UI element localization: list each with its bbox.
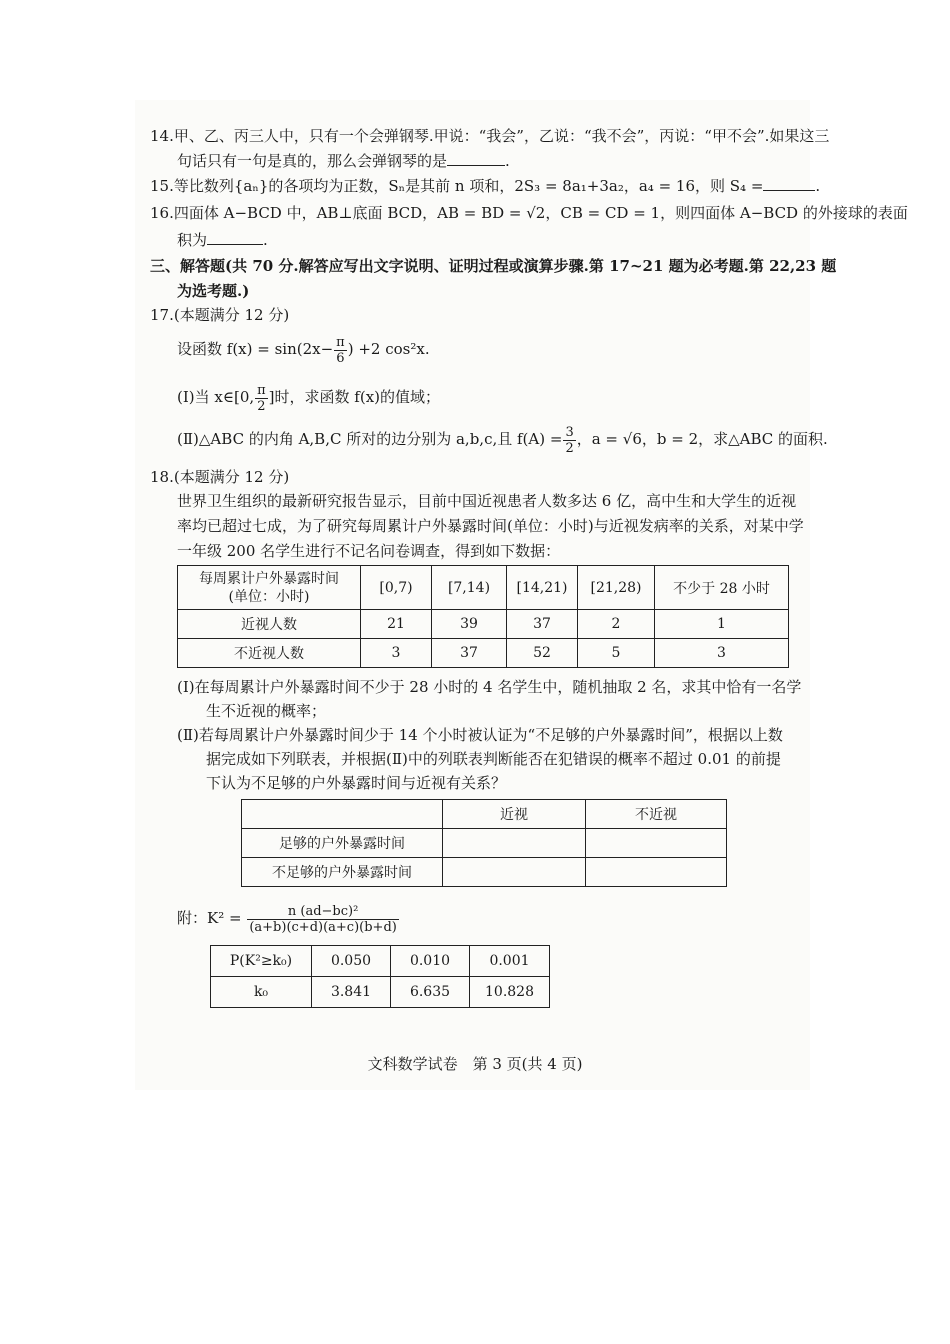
table-row xyxy=(242,829,727,858)
section3-heading-line2: 为选考题.) xyxy=(177,282,250,300)
answer-blank xyxy=(447,151,505,166)
q15-line: 15.等比数列{aₙ}的各项均为正数，Sₙ是其前 n 项和，2S₃ = 8a₁+3a₂，a₄ = 16，则 S₄ = . xyxy=(150,177,821,195)
empty-corner-cell xyxy=(242,800,443,829)
table-cell: 0.010 xyxy=(391,946,470,977)
table-cell: 37 xyxy=(432,639,507,668)
empty-answer-cell xyxy=(586,858,727,887)
column-header: [7,14) xyxy=(432,566,507,610)
q17-function xyxy=(177,333,430,366)
page-footer: 文科数学试卷 第 3 页(共 4 页) xyxy=(367,1055,583,1073)
table-cell: 6.635 xyxy=(391,977,470,1008)
answer-blank xyxy=(763,176,815,191)
empty-answer-cell xyxy=(443,858,586,887)
q18-header: 18.(本题满分 12 分) xyxy=(150,468,290,486)
q17-part1-prefix: (Ⅰ)当 x∈[0, xyxy=(177,388,255,406)
fraction-3-over-2 xyxy=(563,425,575,456)
fraction-numerator: π xyxy=(336,334,345,350)
row-label: 不足够的户外暴露时间 xyxy=(242,858,443,887)
q18-intro-line2: 率均已超过七成，为了研究每周累计户外暴露时间(单位：小时)与近视发病率的关系，对某中学 xyxy=(177,517,804,535)
contingency-table xyxy=(241,799,727,887)
q14-line2: 句话只有一句是真的，那么会弹钢琴的是 . xyxy=(177,152,510,170)
row-label: 足够的户外暴露时间 xyxy=(242,829,443,858)
empty-answer-cell xyxy=(586,829,727,858)
appendix-label: 附：K² = xyxy=(177,909,242,927)
column-header: 不近视 xyxy=(586,800,727,829)
q14-line2-text: 句话只有一句是真的，那么会弹钢琴的是 xyxy=(177,152,448,170)
q17-header: 17.(本题满分 12 分) xyxy=(150,306,290,324)
table-row xyxy=(211,946,550,977)
column-header: [21,28) xyxy=(578,566,655,610)
table-row xyxy=(211,977,550,1008)
row-label: P(K²≥k₀) xyxy=(211,946,312,977)
fraction-denominator: 2 xyxy=(565,440,574,456)
exposure-data-table xyxy=(177,565,789,668)
q18-part2-line1: (Ⅱ)若每周累计户外暴露时间少于 14 个小时被认证为“不足够的户外暴露时间”，根据以上数 xyxy=(177,726,783,744)
table-row xyxy=(242,858,727,887)
row-label: 不近视人数 xyxy=(178,639,361,668)
empty-answer-cell xyxy=(443,829,586,858)
table-cell: 5 xyxy=(578,639,655,668)
q17-part2-prefix: (Ⅱ)△ABC 的内角 A,B,C 所对的边分别为 a,b,c,且 f(A) = xyxy=(177,430,563,448)
section3-heading-line1: 三、解答题(共 70 分.解答应写出文字说明、证明过程或演算步骤.第 17~21 题为必考题.第 22,23 题 xyxy=(150,257,837,275)
q18-part1-line2: 生不近视的概率； xyxy=(206,702,327,720)
q18-intro-line3: 一年级 200 名学生进行不记名问卷调查，得到如下数据： xyxy=(177,542,561,560)
header-label-line1: 每周累计户外暴露时间 xyxy=(199,570,339,587)
row-label: 近视人数 xyxy=(178,610,361,639)
table-cell: 3.841 xyxy=(312,977,391,1008)
appendix-formula xyxy=(177,900,400,936)
fraction-numerator: n (ad−bc)² xyxy=(247,904,399,920)
table-row xyxy=(178,639,789,668)
table-cell: 39 xyxy=(432,610,507,639)
chi-square-fraction xyxy=(247,904,399,935)
table-cell: 52 xyxy=(507,639,578,668)
q18-part1-line1: (Ⅰ)在每周累计户外暴露时间不少于 28 小时的 4 名学生中，随机抽取 2 名，求其中恰有一名学 xyxy=(177,678,802,696)
header-label-line2: (单位：小时) xyxy=(228,588,310,605)
q17-part1 xyxy=(177,381,440,414)
q16-line2: 积为 . xyxy=(177,231,268,249)
q18-intro-line1: 世界卫生组织的最新研究报告显示，目前中国近视患者人数多达 6 亿，高中生和大学生的近视 xyxy=(177,492,797,510)
table-cell: 0.050 xyxy=(312,946,391,977)
answer-blank xyxy=(207,230,263,245)
table-header-row xyxy=(242,800,727,829)
table-cell: 10.828 xyxy=(470,977,550,1008)
fraction-denominator: (a+b)(c+d)(a+c)(b+d) xyxy=(249,919,397,935)
table-row xyxy=(178,610,789,639)
q17-part2 xyxy=(177,423,828,456)
q17-func-prefix: 设函数 f(x) = sin(2x− xyxy=(177,340,334,358)
q18-part2-line3: 下认为不足够的户外暴露时间与近视有关系？ xyxy=(206,774,507,792)
table-cell: 0.001 xyxy=(470,946,550,977)
q16-line2-text: 积为 xyxy=(177,231,208,249)
fraction-denominator: 6 xyxy=(336,350,345,366)
fraction-pi-over-6 xyxy=(334,335,347,366)
column-header: 近视 xyxy=(443,800,586,829)
column-header: 不少于 28 小时 xyxy=(655,566,789,610)
q16-line1: 16.四面体 A−BCD 中，AB⊥底面 BCD，AB = BD = √2，CB = CD = 1，则四面体 A−BCD 的外接球的表面 xyxy=(150,204,908,222)
table-cell: 3 xyxy=(655,639,789,668)
q18-part2-line2: 据完成如下列联表，并根据(Ⅱ)中的列联表判断能否在犯错误的概率不超过 0.01 的前提 xyxy=(206,750,781,768)
row-label: k₀ xyxy=(211,977,312,1008)
column-header: [0,7) xyxy=(361,566,432,610)
q14-line1: 14.甲、乙、丙三人中，只有一个会弹钢琴.甲说：“我会”，乙说：“我不会”，丙说：“甲不会”.如果这三 xyxy=(150,127,830,145)
fraction-denominator: 2 xyxy=(257,398,266,414)
fraction-numerator: 3 xyxy=(565,424,574,440)
table-header-row xyxy=(178,566,789,610)
table-cell: 1 xyxy=(655,610,789,639)
fraction-numerator: π xyxy=(257,382,266,398)
q17-func-suffix: ) +2 cos²x. xyxy=(347,340,430,358)
fraction-pi-over-2 xyxy=(255,383,268,414)
critical-value-table xyxy=(210,945,550,1008)
q17-part2-suffix: ，a = √6，b = 2，求△ABC 的面积. xyxy=(576,430,828,448)
q17-part1-suffix: ]时，求函数 f(x)的值域； xyxy=(268,388,441,406)
table-cell: 37 xyxy=(507,610,578,639)
q15-text: 15.等比数列{aₙ}的各项均为正数，Sₙ是其前 n 项和，2S₃ = 8a₁+3a₂，a₄ = 16，则 S₄ = xyxy=(150,177,764,195)
column-header: [14,21) xyxy=(507,566,578,610)
table-cell: 3 xyxy=(361,639,432,668)
header-label-cell xyxy=(178,566,361,610)
table-cell: 2 xyxy=(578,610,655,639)
table-cell: 21 xyxy=(361,610,432,639)
